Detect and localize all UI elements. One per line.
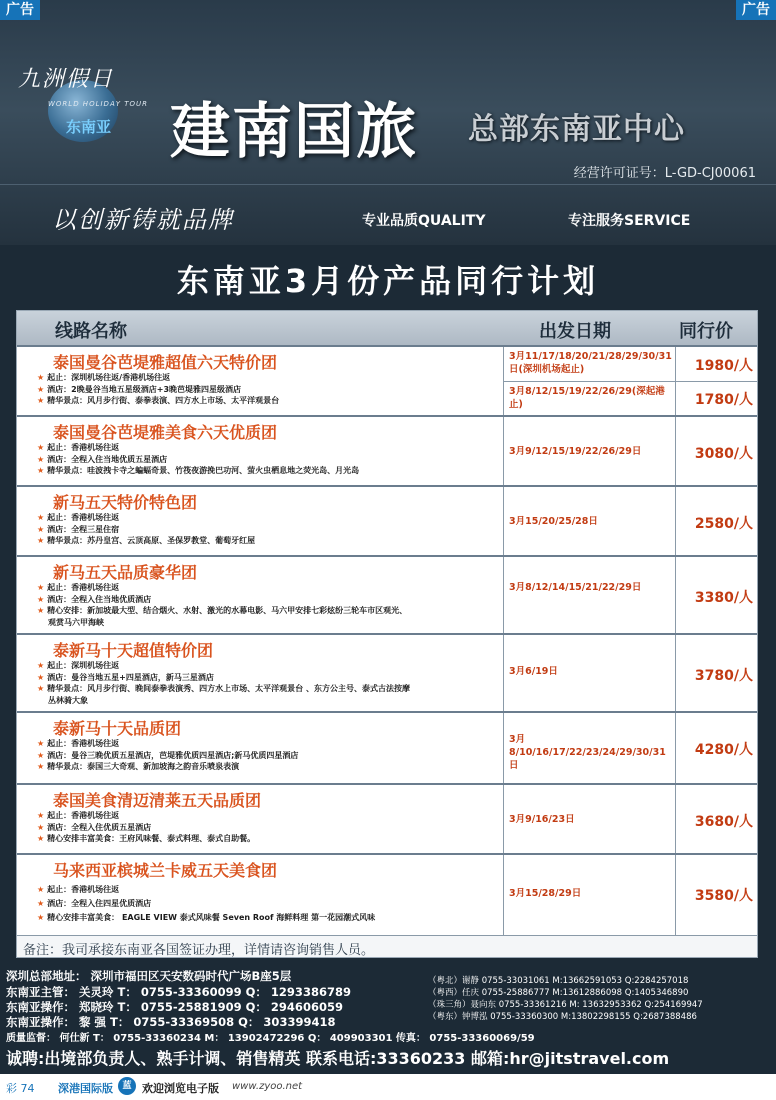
departure-dates: 3月9/16/23日: [509, 814, 575, 825]
page-number: 彩 74: [6, 1082, 35, 1095]
route-title: 马来西亚槟城兰卡威五天美食团: [53, 861, 278, 880]
logo-subtitle: WORLD HOLIDAY TOUR: [48, 100, 149, 108]
star-icon: ★: [37, 466, 45, 475]
logo: [18, 62, 158, 142]
star-icon: ★: [37, 373, 45, 382]
route-title: 泰国曼谷芭堤雅超值六天特价团: [53, 353, 278, 372]
departure-dates: 3月8/10/16/17/22/23/24/29/30/31日: [509, 734, 666, 771]
table-row: [17, 853, 757, 935]
star-icon: ★: [37, 396, 45, 405]
ad-tag-left: 广告: [0, 0, 40, 20]
branch-line: （粤北）谢静 0755-33031061 M:13662591053 Q:2284257018: [428, 976, 689, 986]
star-icon: ★: [37, 536, 45, 545]
quality-tagline: 专业品质QUALITY: [362, 213, 486, 229]
star-icon: ★: [37, 594, 45, 604]
star-icon: ★: [37, 762, 45, 771]
route-details: ★ 起止：香港机场往返 ★ 酒店：全程入住四星优质酒店 ★ 精心安排丰富美食： EAGLE VIEW 泰式风味餐 Seven Roof 海鲜料理 第一花园潮式风味: [37, 885, 376, 922]
price: 3380/人: [694, 590, 753, 606]
route-table: [16, 310, 758, 958]
table-row: [17, 415, 757, 485]
price: 3080/人: [694, 446, 753, 462]
star-icon: ★: [37, 513, 45, 522]
departure-dates: 3月11/17/18/20/21/28/29/30/31日(深圳机场起止): [509, 351, 672, 375]
ad-tag-right: 广告: [736, 0, 776, 20]
departure-dates: 3月9/12/15/19/22/26/29日: [509, 446, 642, 457]
table-row: [17, 633, 757, 711]
contact-line: 东南亚主管： 关灵玲 T： 0755-33360099 Q： 1293386789: [6, 985, 351, 999]
header-price: 同行价: [679, 321, 733, 342]
ebook-label: 欢迎浏览电子版: [142, 1082, 219, 1095]
route-title: 新马五天品质豪华团: [53, 563, 198, 582]
logo-region: 东南亚: [66, 118, 112, 136]
recruit-line: 诚聘:出境部负责人、熟手计调、销售精英 联系电话:33360233 邮箱:hr@jitstravel.com: [6, 1049, 670, 1068]
header-route: 线路名称: [55, 321, 127, 342]
price: 3680/人: [694, 814, 753, 830]
star-icon: ★: [37, 524, 45, 534]
route-details: ★ 起止：香港机场往返 ★ 酒店：全程入住当地优质酒店 ★ 精心安排：新加坡最大型、结合烟火、水射、激光的水幕电影、马六甲安排七彩炫纷三轮车市区观光、 观赏马六甲海峡: [37, 583, 408, 627]
table-row: [17, 485, 757, 555]
route-title: 泰新马十天品质团: [53, 719, 182, 738]
branch-line: （粤西）任庆 0755-25886777 M:13612886098 Q:1405346890: [428, 988, 689, 998]
departure-dates: 3月8/12/15/19/22/26/29(深起港止): [509, 386, 665, 410]
service-tagline: 专注服务SERVICE: [568, 213, 691, 229]
header-divider: [0, 184, 776, 185]
star-icon: ★: [37, 384, 45, 394]
route-title: 泰国美食清迈清莱五天品质团: [53, 791, 262, 810]
star-icon: ★: [37, 443, 45, 452]
table-header: [17, 311, 757, 345]
branch-line: （粤东）钟博泓 0755-33360300 M:13802298155 Q:2687388486: [428, 1012, 697, 1022]
departure-dates: 3月6/19日: [509, 666, 558, 677]
contact-line: 东南亚操作： 郑晓玲 T： 0755-25881909 Q： 294606059: [6, 1000, 343, 1014]
price: 1980/人: [694, 358, 753, 374]
star-icon: ★: [37, 454, 45, 464]
star-icon: ★: [37, 899, 45, 908]
contact-line: 质量监督： 何仕新 T： 0755-33360234 M： 13902472296 Q： 409903301 传真： 0755-33360069/59: [6, 1033, 535, 1044]
header-banner: [0, 0, 776, 245]
route-title: 新马五天特价特色团: [53, 493, 198, 512]
route-details: ★ 起止：香港机场往返 ★ 酒店：曼谷三晚优质五星酒店，芭堤雅优质四星酒店;新马优质四星酒店 ★ 精华景点：泰国三大奇观、新加坡海之韵音乐喷泉表演: [37, 739, 299, 771]
table-note: 备注：我司承接东南亚各国签证办理，详情请咨询销售人员。: [17, 935, 757, 957]
contact-line: 东南亚操作： 黎 强 T： 0755-33369508 Q： 303399418: [6, 1015, 336, 1029]
star-icon: ★: [37, 913, 45, 922]
logo-script: 九洲假日: [18, 67, 115, 92]
departure-dates: 3月15/20/25/28日: [509, 516, 598, 527]
star-icon: ★: [37, 811, 45, 820]
price: 1780/人: [694, 392, 753, 408]
table-row: [17, 555, 757, 633]
departure-dates: 3月15/28/29日: [509, 888, 582, 899]
slogan: 以创新铸就品牌: [52, 206, 234, 234]
site-url[interactable]: www.zyoo.net: [232, 1081, 303, 1092]
star-icon: ★: [37, 661, 45, 670]
route-details: ★ 起止：香港机场往返 ★ 酒店：全程三星住宿 ★ 精华景点：苏丹皇宫、云顶高原、圣保罗教堂、葡萄牙红屋: [37, 513, 256, 545]
route-details: ★ 起止：香港机场往返 ★ 酒店：全程入住当地优质五星酒店 ★ 精华景点：哇波拽卡寺之蝙蝠奇景、竹筏夜游挽巴功河、萤火虫栖息地之荧光岛、月光岛: [37, 443, 360, 475]
table-row: [17, 345, 757, 415]
branch-line: （珠三角）聂向东 0755-33361216 M: 13632953362 Q:254169947: [428, 1000, 703, 1010]
star-icon: ★: [37, 834, 45, 843]
route-details: ★ 起止：深圳机场往返 ★ 酒店：曼谷当地五星+四星酒店，新马三星酒店 ★ 精华景点：风月步行街、晚间泰拳表演秀、四方水上市场、太平洋观景台 、东方公主号、泰式古法按摩 丛林骑大象: [37, 661, 410, 705]
hq-address: 深圳总部地址： 深圳市福田区天安数码时代广场B座5层: [6, 969, 292, 983]
footer-contacts: [0, 962, 776, 1072]
table-row: [17, 711, 757, 783]
star-icon: ★: [37, 684, 45, 693]
price: 4280/人: [694, 742, 753, 758]
star-icon: ★: [37, 822, 45, 832]
plan-title: 东南亚3月份产品同行计划: [176, 262, 600, 300]
header-date: 出发日期: [539, 321, 611, 342]
star-icon: ★: [37, 885, 45, 894]
star-icon: ★: [37, 606, 45, 615]
page-bar: [0, 1074, 776, 1100]
star-icon: ★: [37, 672, 45, 682]
route-details: ★ 起止：香港机场往返 ★ 酒店：全程入住优质五星酒店 ★ 精心安排丰富美食：王府风味餐、泰式料理、泰式自助餐。: [37, 811, 256, 843]
route-title: 泰新马十天超值特价团: [53, 641, 214, 660]
price: 3780/人: [694, 668, 753, 684]
star-icon: ★: [37, 750, 45, 760]
brand-subtitle: 总部东南亚中心: [468, 112, 685, 147]
edition-badge-icon: 蓝: [118, 1077, 136, 1095]
brand-name: 建南国旅: [170, 97, 418, 167]
price: 3580/人: [694, 888, 753, 904]
route-title: 泰国曼谷芭堤雅美食六天优质团: [53, 423, 278, 442]
table-row: [17, 783, 757, 853]
star-icon: ★: [37, 583, 45, 592]
star-icon: ★: [37, 739, 45, 748]
route-details: ★ 起止：深圳机场往返/香港机场往返 ★ 酒店：2晚曼谷当地五星级酒店+3晚芭堤雅四星级酒店 ★ 精华景点：风月步行街、泰拳表演、四方水上市场、太平洋观景台: [37, 373, 280, 405]
price: 2580/人: [694, 516, 753, 532]
departure-dates: 3月8/12/14/15/21/22/29日: [509, 582, 642, 593]
license-number: 经营许可证号：L-GD-CJ00061: [573, 166, 756, 181]
edition-label: 深港国际版: [58, 1082, 113, 1095]
